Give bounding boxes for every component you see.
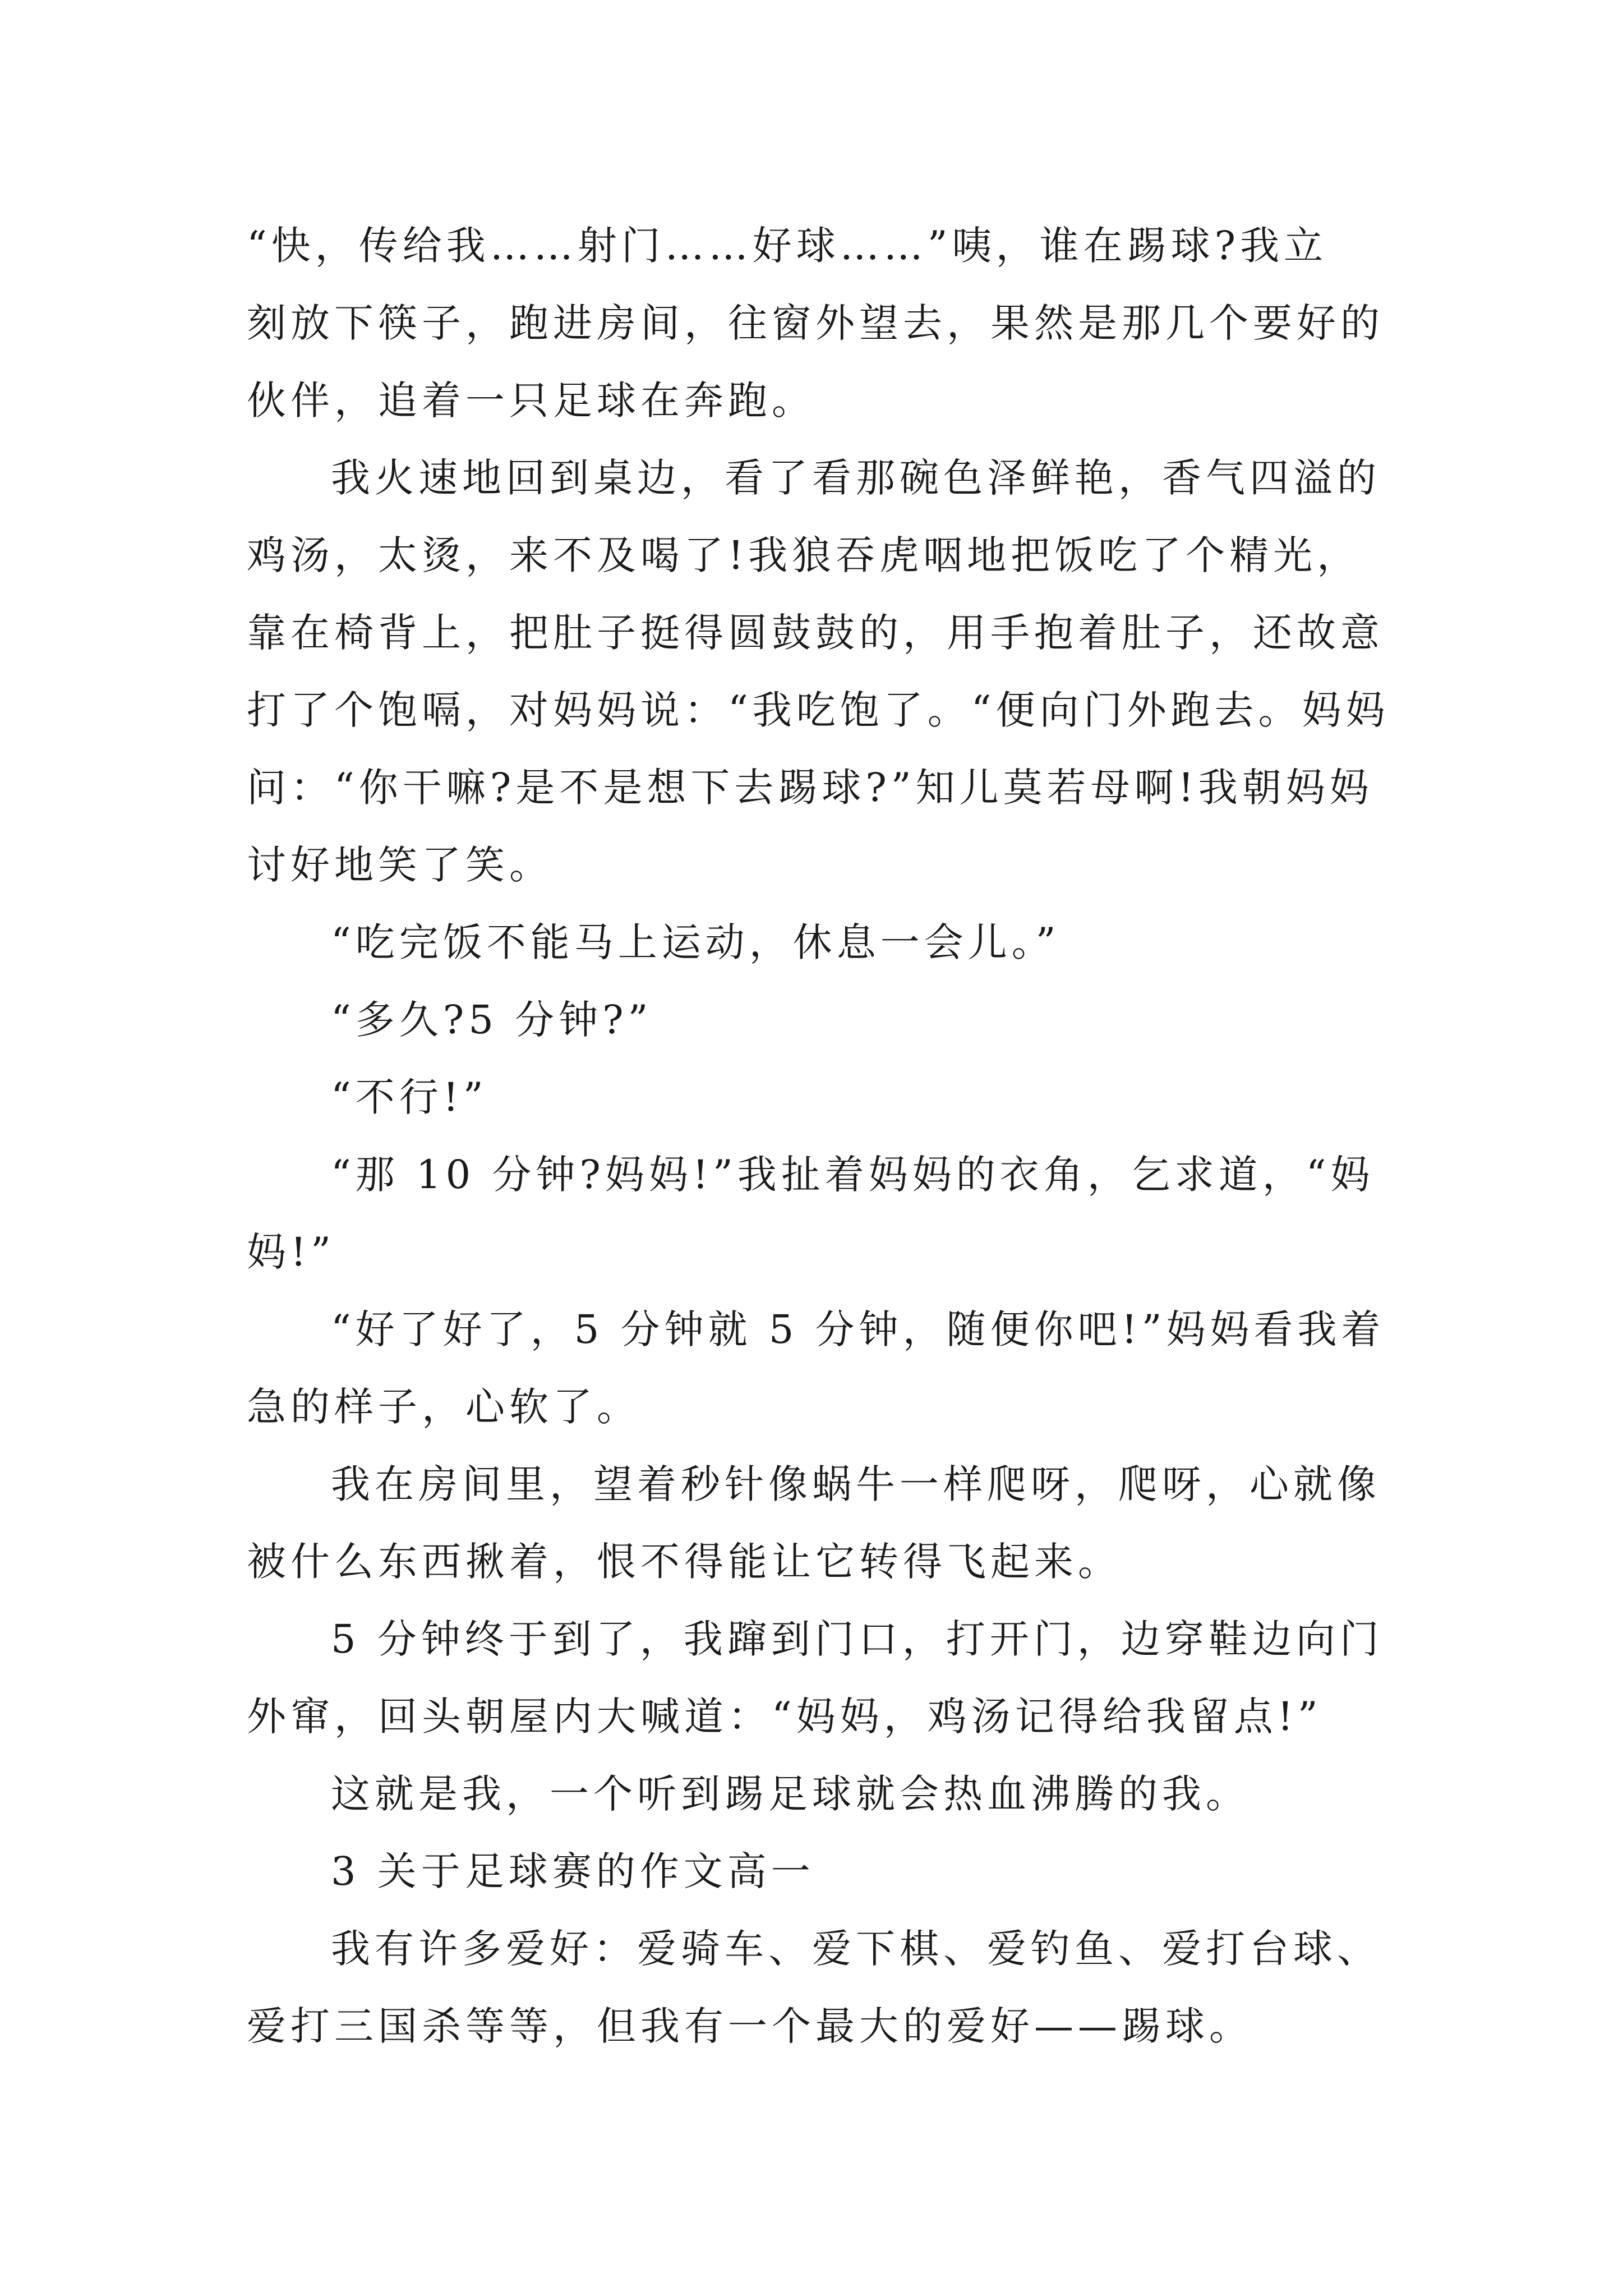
text-line: 我有许多爱好：爱骑车、爱下棋、爱钓鱼、爱打台球、 [331, 1926, 1381, 1972]
text-line: 这就是我，一个听到踢足球就会热血沸腾的我。 [331, 1771, 1249, 1817]
text-line: “快，传给我……射门……好球……”咦，谁在踢球?我立 [247, 223, 1328, 269]
text-line: 被什么东西揪着，恨不得能让它转得飞起来。 [247, 1539, 1122, 1585]
text-line: “不行!” [331, 1074, 488, 1120]
text-line: 问：“你干嘛?是不是想下去踢球?”知儿莫若母啊!我朝妈妈 [247, 765, 1373, 811]
text-line: 我火速地回到桌边，看了看那碗色泽鲜艳，香气四溢的 [331, 455, 1381, 501]
text-line: 外窜，回头朝屋内大喊道：“妈妈，鸡汤记得给我留点!” [247, 1694, 1322, 1740]
text-line: 妈!” [247, 1229, 335, 1275]
text-line: “那 10 分钟?妈妈!”我扯着妈妈的衣角，乞求道，“妈 [331, 1152, 1375, 1198]
text-line: 我在房间里，望着秒针像蜗牛一样爬呀，爬呀，心就像 [331, 1461, 1381, 1507]
text-line: 5 分钟终于到了，我蹿到门口，打开门，边穿鞋边向门 [331, 1616, 1384, 1662]
text-line: 靠在椅背上，把肚子挺得圆鼓鼓的，用手抱着肚子，还故意 [247, 610, 1384, 656]
text-line: 刻放下筷子，跑进房间，往窗外望去，果然是那几个要好的 [247, 300, 1384, 346]
text-line: 打了个饱嗝，对妈妈说：“我吃饱了。“便向门外跑去。妈妈 [247, 687, 1390, 733]
text-line: 讨好地笑了笑。 [247, 842, 553, 888]
text-line: 爱打三国杀等等，但我有一个最大的爱好——踢球。 [247, 2003, 1253, 2049]
text-line: 鸡汤，太烫，来不及喝了!我狼吞虎咽地把饭吃了个精光， [247, 532, 1361, 578]
text-line: 伙伴，追着一只足球在奔跑。 [247, 378, 815, 424]
text-line: “多久?5 分钟?” [331, 997, 653, 1043]
text-line: “吃完饭不能马上运动，休息一会儿。” [331, 919, 1061, 965]
text-line: “好了好了，5 分钟就 5 分钟，随便你吧!”妈妈看我着 [331, 1306, 1385, 1352]
section-heading: 3 关于足球赛的作文高一 [331, 1848, 815, 1894]
text-line: 急的样子，心软了。 [247, 1384, 640, 1430]
